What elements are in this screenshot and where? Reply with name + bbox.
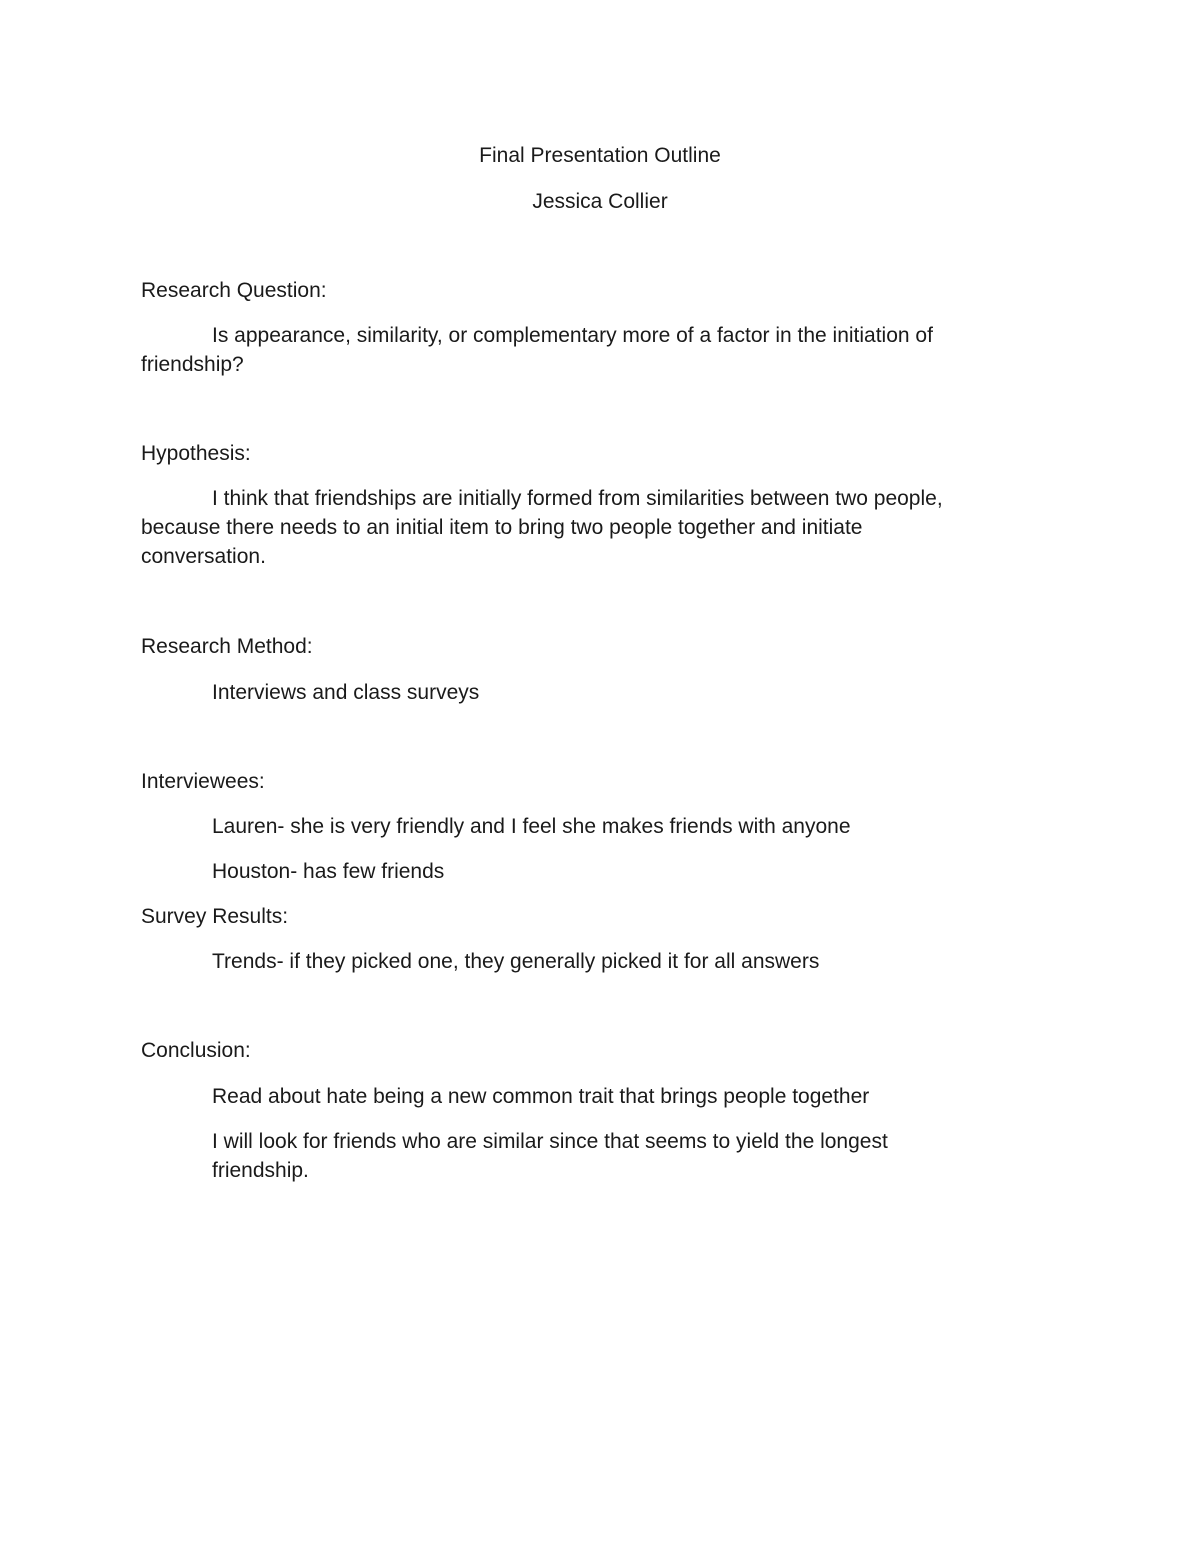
hypothesis-line-1: I think that friendships are initially formed from similarities between two people,	[212, 487, 943, 510]
research-question-heading: Research Question:	[141, 279, 327, 302]
survey-results-text: Trends- if they picked one, they generally picked it for all answers	[212, 950, 820, 973]
conclusion-item-2-line-2: friendship.	[212, 1159, 309, 1182]
hypothesis-line-3: conversation.	[141, 545, 266, 568]
research-question-line-2: friendship?	[141, 353, 244, 376]
survey-results-heading: Survey Results:	[141, 905, 289, 928]
interviewees-heading: Interviewees:	[141, 770, 265, 793]
conclusion-item-2-line-1: I will look for friends who are similar since that seems to yield the longest	[212, 1130, 888, 1153]
conclusion-heading: Conclusion:	[141, 1039, 251, 1062]
conclusion-item-1: Read about hate being a new common trait that brings people together	[212, 1085, 870, 1108]
hypothesis-line-2: because there needs to an initial item to bring two people together and initiate	[141, 516, 863, 539]
research-method-heading: Research Method:	[141, 635, 313, 658]
research-method-text: Interviews and class surveys	[212, 681, 480, 704]
interviewee-item: Lauren- she is very friendly and I feel she makes friends with anyone	[212, 815, 851, 838]
interviewee-item: Houston- has few friends	[212, 860, 445, 883]
document-author: Jessica Collier	[532, 190, 668, 213]
document-title: Final Presentation Outline	[479, 144, 721, 167]
hypothesis-heading: Hypothesis:	[141, 442, 251, 465]
research-question-line-1: Is appearance, similarity, or complementary more of a factor in the initiation of	[212, 324, 933, 347]
